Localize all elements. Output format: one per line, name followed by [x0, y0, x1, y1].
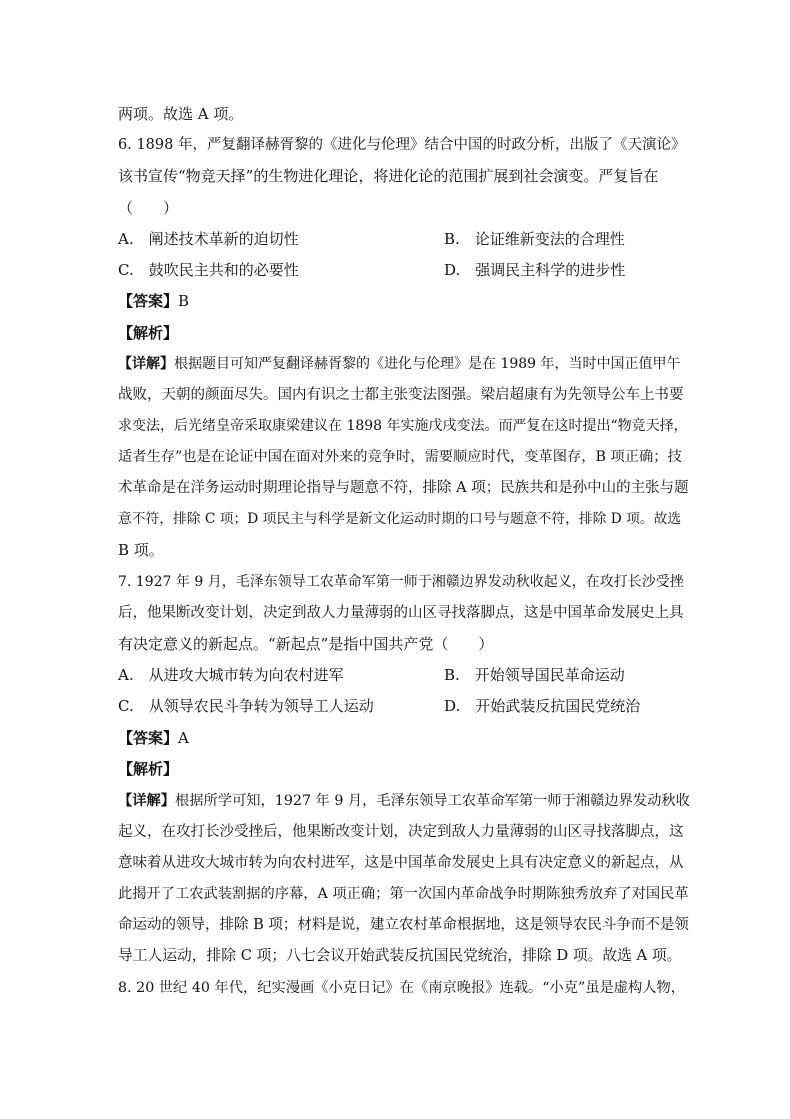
q6-option-c: C. 鼓吹民主共和的必要性: [118, 261, 299, 279]
answer-value: B: [178, 292, 190, 310]
q7-detail: [118, 791, 690, 811]
q7-option-d: D. 开始武装反抗国民党统治: [444, 697, 641, 715]
question-7-stem: 后，他果断改变计划，决定到敌人力量薄弱的山区寻找落脚点，这是中国革命发展史上具: [118, 605, 684, 621]
detail-text: 根据题目可知严复翻译赫胥黎的《进化与伦理》是在 1989 年，当时中国正值甲午: [174, 356, 681, 372]
text-line: 两项。故选 A 项。: [118, 105, 244, 123]
q7-detail-line: 意味着从进攻大城市转为向农村进军，这是中国革命发展史上具有决定意义的新起点，从: [118, 855, 684, 871]
answer-value: A: [178, 729, 189, 747]
question-6-bracket: （ ）: [118, 199, 179, 217]
question-7-stem: 7. 1927 年 9 月，毛泽东领导工农革命军第一师于湘赣边界发动秋收起义，在攻打长沙受挫: [118, 574, 684, 590]
detail-text: 根据所学可知，1927 年 9 月，毛泽东领导工农革命军第一师于湘赣边界发动秋收: [175, 793, 690, 809]
q6-option-b: B. 论证维新变法的合理性: [444, 230, 625, 248]
q7-detail-line: 此揭开了工农武装割据的序幕，A 项正确；第一次国内革命战争时期陈独秀放弃了对国民革: [118, 886, 689, 902]
q6-option-d: D. 强调民主科学的进步性: [444, 261, 626, 279]
q6-analysis-label: 【解析】: [118, 324, 179, 342]
q7-detail-line: 起义，在攻打长沙受挫后，他果断改变计划，决定到敌人力量薄弱的山区寻找落脚点，这: [118, 824, 684, 840]
q6-detail-line: 战败，天朝的颜面尽失。国内有识之士都主张变法图强。梁启超康有为先领导公车上书要: [118, 387, 684, 403]
q7-answer: [118, 728, 690, 748]
question-6-stem: 6. 1898 年，严复翻译赫胥黎的《进化与伦理》结合中国的时政分析，出版了《天演论》: [118, 137, 686, 153]
q7-option-c: C. 从领导农民斗争转为领导工人运动: [118, 697, 374, 715]
detail-label: 【详解】: [118, 793, 176, 809]
q6-answer: [118, 291, 690, 311]
q6-detail-line: 求变法，后光绪皇帝采取康梁建议在 1898 年实施戊戌变法。而严复在这时提出“物竞天择，: [118, 418, 688, 434]
answer-label: 【答案】: [118, 729, 179, 747]
q7-detail-line: 导工人运动，排除 C 项；八七会议开始武装反抗国民党统治，排除 D 项。故选 A 项。: [118, 947, 682, 964]
q6-detail-line: 术革命是在洋务运动时期理论指导与题意不符，排除 A 项；民族共和是孙中山的主张与题: [118, 480, 689, 496]
detail-label: 【详解】: [118, 356, 174, 372]
q6-detail-line: 意不符，排除 C 项；D 项民主与科学是新文化运动时期的口号与题意不符，排除 D 项。故选: [118, 511, 682, 527]
q6-option-a: A. 阐述技术革新的迫切性: [118, 230, 299, 248]
q7-option-b: B. 开始领导国民革命运动: [444, 666, 625, 684]
question-6-stem: 该书宣传“物竞天择”的生物进化理论，将进化论的范围扩展到社会演变。严复旨在: [118, 167, 659, 185]
q7-analysis-label: 【解析】: [118, 760, 179, 778]
q6-detail: [118, 354, 690, 374]
q6-detail-line: B 项。: [118, 541, 164, 559]
q7-detail-line: 命运动的领导，排除 B 项；材料是说，建立农村革命根据地，这是领导农民斗争而不是领: [118, 917, 689, 933]
answer-label: 【答案】: [118, 292, 179, 310]
q6-detail-line: 适者生存”也是在论证中国在面对外来的竞争时，需要顺应时代，变革图存，B 项正确；技: [118, 449, 682, 465]
question-7-stem: 有决定意义的新起点。“新起点”是指中国共产党（ ）: [118, 635, 494, 653]
question-8-stem: 8. 20 世纪 40 年代，纪实漫画《小克日记》在《南京晚报》连载。“小克”虽是虚构人物，: [118, 980, 686, 996]
q7-option-a: A. 从进攻大城市转为向农村进军: [118, 666, 344, 684]
